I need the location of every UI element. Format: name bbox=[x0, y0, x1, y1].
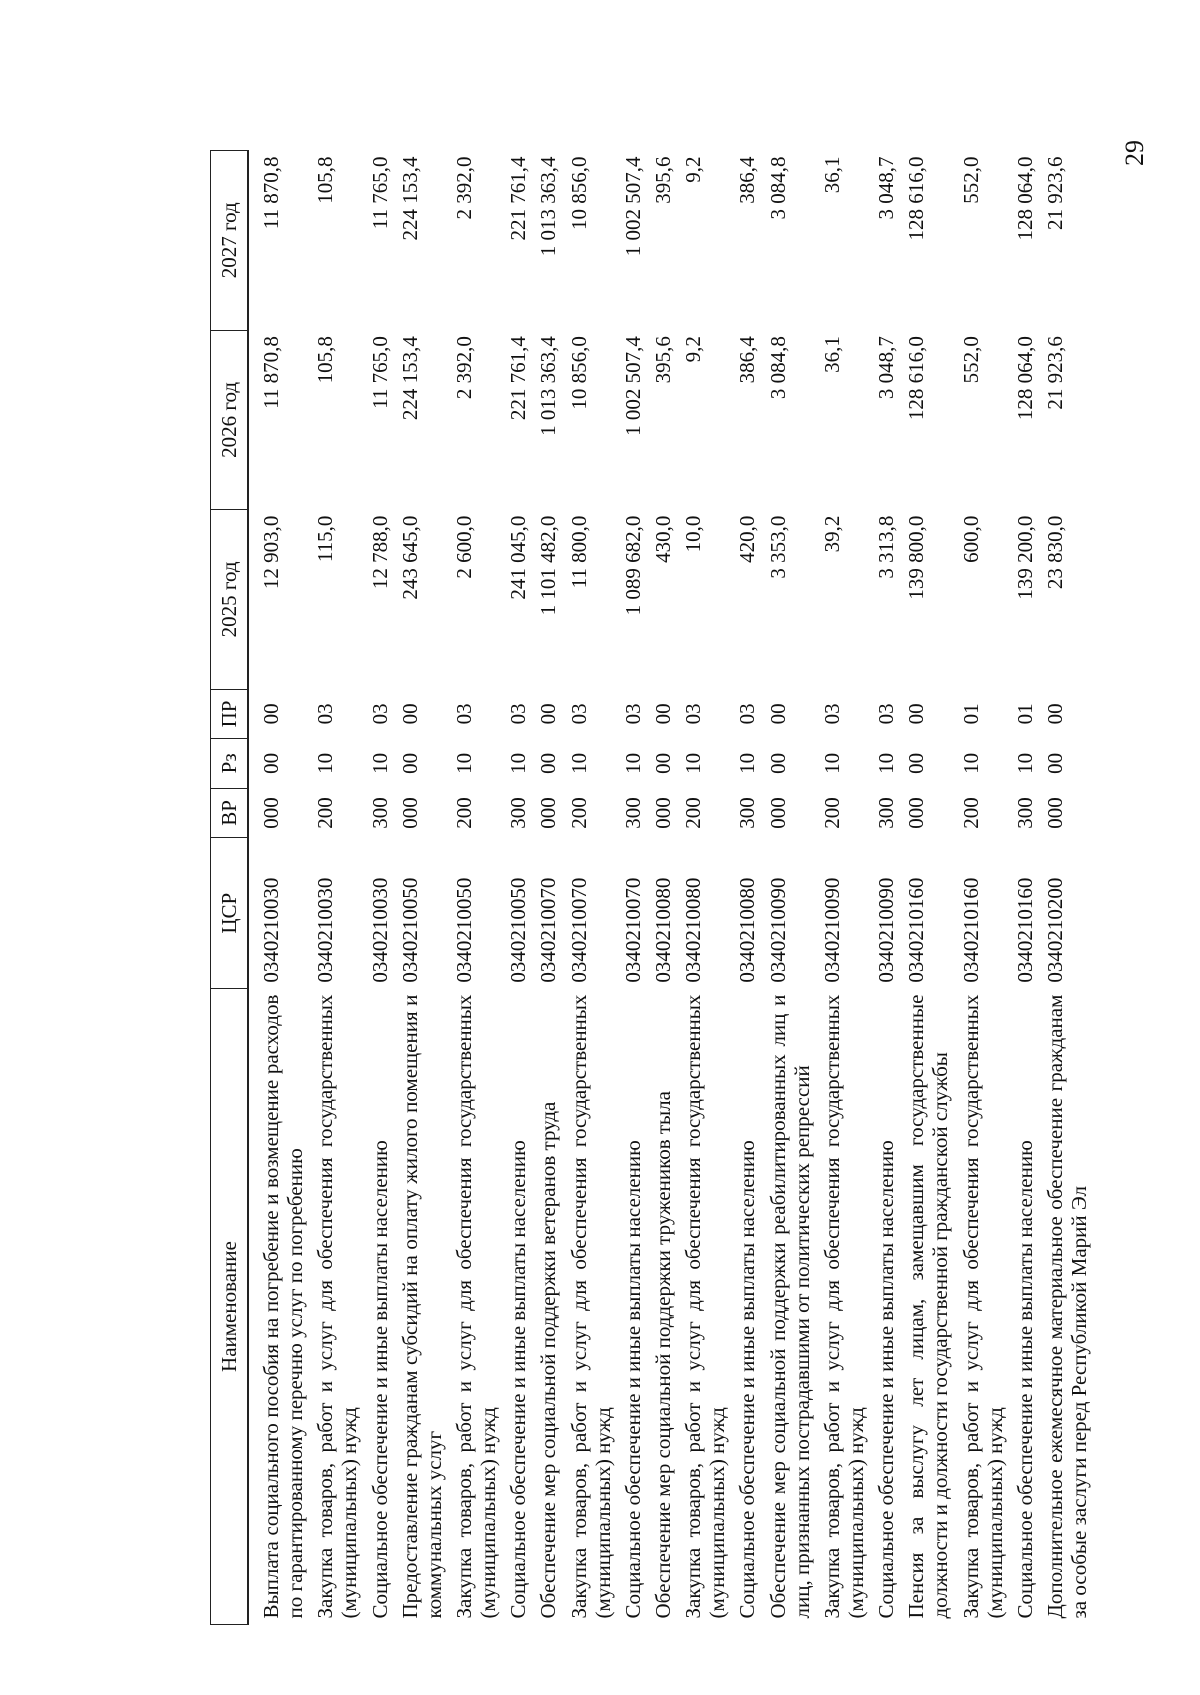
cell-2026: 221 761,4 bbox=[506, 336, 531, 421]
cell-2025: 241 045,0 bbox=[506, 515, 531, 600]
cell-csr: 0340210090 bbox=[765, 877, 790, 983]
cell-name: Пенсия за выслугу лет лицам, замещавшим государственные должности и должности государственной гражданской службы bbox=[904, 994, 953, 1619]
header-vr: ВР bbox=[211, 788, 249, 838]
cell-vr: 200 bbox=[566, 797, 591, 829]
cell-2026: 36,1 bbox=[819, 336, 844, 373]
table-row bbox=[365, 151, 395, 1625]
cell-rz: 10 bbox=[735, 752, 760, 774]
cell-2026: 128 616,0 bbox=[904, 336, 929, 421]
cell-2027: 10 856,0 bbox=[566, 156, 591, 230]
table-row bbox=[503, 151, 533, 1625]
cell-name: Закупка товаров, работ и услуг для обеспечения государственных (муниципальных) нужд bbox=[566, 994, 615, 1619]
cell-vr: 300 bbox=[735, 797, 760, 829]
cell-name: Социальное обеспечение и иные выплаты населению bbox=[620, 1140, 645, 1619]
cell-vr: 300 bbox=[506, 797, 531, 829]
cell-rz: 10 bbox=[620, 752, 645, 774]
cell-rz: 10 bbox=[681, 752, 706, 774]
cell-2025: 115,0 bbox=[313, 515, 338, 563]
cell-pr: 03 bbox=[451, 703, 476, 725]
table-row bbox=[310, 151, 364, 1625]
cell-pr: 00 bbox=[1042, 703, 1067, 725]
cell-2026: 224 153,4 bbox=[397, 336, 422, 421]
table-header-row bbox=[211, 151, 249, 1625]
cell-rz: 10 bbox=[819, 752, 844, 774]
cell-2027: 3 084,8 bbox=[765, 156, 790, 220]
cell-2026: 11 765,0 bbox=[367, 336, 392, 409]
cell-csr: 0340210200 bbox=[1042, 877, 1067, 983]
cell-name: Закупка товаров, работ и услуг для обеспечения государственных (муниципальных) нужд bbox=[958, 994, 1007, 1619]
cell-csr: 0340210070 bbox=[536, 877, 561, 983]
cell-name: Обеспечение мер социальной поддержки ветеранов труда bbox=[536, 1101, 561, 1619]
cell-rz: 10 bbox=[367, 752, 392, 774]
cell-vr: 300 bbox=[367, 797, 392, 829]
cell-2027: 552,0 bbox=[958, 156, 983, 204]
cell-2027: 2 392,0 bbox=[451, 156, 476, 220]
cell-rz: 00 bbox=[536, 752, 561, 774]
cell-2026: 3 048,7 bbox=[874, 336, 899, 400]
cell-2026: 552,0 bbox=[958, 336, 983, 384]
table-row bbox=[395, 151, 449, 1625]
cell-rz: 10 bbox=[313, 752, 338, 774]
cell-vr: 000 bbox=[765, 797, 790, 829]
cell-csr: 0340210080 bbox=[681, 877, 706, 983]
cell-vr: 200 bbox=[681, 797, 706, 829]
header-2026: 2026 год bbox=[211, 330, 249, 510]
cell-rz: 00 bbox=[1042, 752, 1067, 774]
cell-csr: 0340210160 bbox=[958, 877, 983, 983]
cell-name: Социальное обеспечение и иные выплаты населению bbox=[1012, 1140, 1037, 1619]
cell-2025: 430,0 bbox=[650, 515, 675, 563]
table-row bbox=[871, 151, 901, 1625]
table-row bbox=[1010, 151, 1040, 1625]
cell-pr: 03 bbox=[566, 703, 591, 725]
cell-pr: 03 bbox=[506, 703, 531, 725]
cell-name: Предоставление гражданам субсидий на оплату жилого помещения и коммунальных услуг bbox=[397, 994, 446, 1619]
cell-name: Закупка товаров, работ и услуг для обеспечения государственных (муниципальных) нужд bbox=[681, 994, 730, 1619]
table-row bbox=[533, 151, 563, 1625]
cell-2026: 1 002 507,4 bbox=[620, 336, 645, 436]
cell-2027: 9,2 bbox=[681, 156, 706, 183]
cell-2026: 10 856,0 bbox=[566, 336, 591, 410]
cell-csr: 0340210050 bbox=[506, 877, 531, 983]
cell-csr: 0340210090 bbox=[819, 877, 844, 983]
cell-vr: 000 bbox=[536, 797, 561, 829]
cell-2025: 23 830,0 bbox=[1042, 515, 1067, 590]
cell-csr: 0340210070 bbox=[566, 877, 591, 983]
table-row bbox=[564, 151, 618, 1625]
budget-table bbox=[210, 150, 1094, 1625]
cell-name: Закупка товаров, работ и услуг для обеспечения государственных (муниципальных) нужд bbox=[819, 994, 868, 1619]
cell-2027: 128 616,0 bbox=[904, 156, 929, 241]
cell-name: Социальное обеспечение и иные выплаты населению bbox=[735, 1140, 760, 1619]
cell-vr: 200 bbox=[819, 797, 844, 829]
cell-vr: 300 bbox=[1012, 797, 1037, 829]
cell-pr: 03 bbox=[735, 703, 760, 725]
cell-2027: 395,6 bbox=[650, 156, 675, 204]
cell-pr: 03 bbox=[313, 703, 338, 725]
cell-name: Социальное обеспечение и иные выплаты населению bbox=[506, 1140, 531, 1619]
cell-pr: 01 bbox=[958, 703, 983, 725]
cell-2025: 11 800,0 bbox=[566, 515, 591, 589]
cell-2026: 9,2 bbox=[681, 336, 706, 363]
cell-name: Закупка товаров, работ и услуг для обеспечения государственных (муниципальных) нужд bbox=[451, 994, 501, 1619]
cell-name: Обеспечение мер социальной поддержки тружеников тыла bbox=[650, 1091, 675, 1619]
cell-2026: 2 392,0 bbox=[451, 336, 476, 400]
table-row bbox=[648, 151, 678, 1625]
cell-2025: 243 645,0 bbox=[397, 515, 422, 600]
cell-csr: 0340210050 bbox=[451, 877, 476, 983]
cell-2026: 1 013 363,4 bbox=[536, 336, 561, 436]
cell-2025: 2 600,0 bbox=[451, 515, 476, 579]
cell-rz: 00 bbox=[397, 752, 422, 774]
table-row bbox=[817, 151, 871, 1625]
table-row bbox=[956, 151, 1010, 1625]
cell-csr: 0340210160 bbox=[904, 877, 929, 983]
cell-name: Обеспечение мер социальной поддержки реабилитированных лиц и лиц, признанных пострадавшими от политических репрессий bbox=[765, 994, 814, 1619]
cell-pr: 03 bbox=[874, 703, 899, 725]
cell-vr: 300 bbox=[620, 797, 645, 829]
cell-vr: 000 bbox=[650, 797, 675, 829]
cell-pr: 03 bbox=[367, 703, 392, 725]
cell-pr: 03 bbox=[620, 703, 645, 725]
cell-rz: 10 bbox=[451, 752, 476, 774]
cell-name: Социальное обеспечение и иные выплаты населению bbox=[367, 1140, 392, 1619]
cell-2025: 600,0 bbox=[958, 515, 983, 563]
cell-csr: 0340210070 bbox=[620, 877, 645, 983]
cell-vr: 000 bbox=[904, 797, 929, 829]
cell-csr: 0340210030 bbox=[313, 877, 338, 983]
cell-2027: 11 765,0 bbox=[367, 156, 392, 230]
cell-csr: 0340210030 bbox=[367, 877, 392, 983]
cell-csr: 0340210160 bbox=[1012, 877, 1037, 983]
cell-2026: 11 870,8 bbox=[259, 336, 283, 409]
cell-pr: 00 bbox=[765, 703, 790, 725]
table-body bbox=[248, 151, 1094, 1625]
cell-2027: 36,1 bbox=[819, 156, 844, 194]
cell-2027: 105,8 bbox=[313, 156, 338, 204]
cell-vr: 000 bbox=[259, 797, 283, 829]
cell-rz: 00 bbox=[765, 752, 790, 774]
table-row bbox=[248, 151, 310, 1625]
rotated-table-container bbox=[210, 150, 1092, 1625]
cell-rz: 00 bbox=[259, 752, 283, 774]
table-row bbox=[678, 151, 732, 1625]
cell-vr: 200 bbox=[313, 797, 338, 829]
header-name: Наименование bbox=[211, 989, 249, 1625]
table-row bbox=[763, 151, 817, 1625]
header-2027: 2027 год bbox=[211, 151, 249, 331]
cell-rz: 10 bbox=[506, 752, 531, 774]
cell-csr: 0340210080 bbox=[735, 877, 760, 983]
cell-2026: 395,6 bbox=[650, 336, 675, 384]
table-row bbox=[901, 151, 955, 1625]
cell-2026: 128 064,0 bbox=[1012, 336, 1037, 421]
cell-rz: 10 bbox=[1012, 752, 1037, 774]
cell-pr: 03 bbox=[681, 703, 706, 725]
table-row bbox=[732, 151, 762, 1625]
cell-rz: 00 bbox=[904, 752, 929, 774]
cell-2025: 1 101 482,0 bbox=[536, 515, 561, 616]
cell-pr: 00 bbox=[904, 703, 929, 725]
cell-2027: 386,4 bbox=[735, 156, 760, 204]
cell-rz: 10 bbox=[566, 752, 591, 774]
table-row bbox=[449, 151, 503, 1625]
cell-2025: 420,0 bbox=[735, 515, 760, 563]
header-rz: Рз bbox=[211, 739, 249, 788]
cell-2025: 139 200,0 bbox=[1012, 515, 1037, 600]
cell-2027: 3 048,7 bbox=[874, 156, 899, 220]
cell-csr: 0340210030 bbox=[259, 877, 283, 983]
cell-csr: 0340210050 bbox=[397, 877, 422, 983]
cell-vr: 200 bbox=[451, 797, 476, 829]
cell-2025: 39,2 bbox=[819, 515, 844, 553]
cell-name: Закупка товаров, работ и услуг для обеспечения государственных (муниципальных) нужд bbox=[313, 994, 362, 1619]
header-pr: ПР bbox=[211, 689, 249, 739]
cell-2026: 21 923,6 bbox=[1042, 336, 1067, 410]
cell-vr: 200 bbox=[958, 797, 983, 829]
cell-pr: 00 bbox=[536, 703, 561, 725]
cell-csr: 0340210080 bbox=[650, 877, 675, 983]
cell-2026: 386,4 bbox=[735, 336, 760, 384]
cell-rz: 10 bbox=[874, 752, 899, 774]
cell-csr: 0340210090 bbox=[874, 877, 899, 983]
table-row bbox=[618, 151, 648, 1625]
header-2025: 2025 год bbox=[211, 510, 249, 690]
cell-2027: 1 002 507,4 bbox=[620, 156, 645, 257]
cell-pr: 01 bbox=[1012, 703, 1037, 725]
cell-vr: 300 bbox=[874, 797, 899, 829]
cell-2027: 128 064,0 bbox=[1012, 156, 1037, 241]
cell-vr: 000 bbox=[397, 797, 422, 829]
cell-2025: 139 800,0 bbox=[904, 515, 929, 600]
cell-name: Социальное обеспечение и иные выплаты населению bbox=[874, 1140, 899, 1619]
cell-2027: 21 923,6 bbox=[1042, 156, 1067, 230]
cell-pr: 00 bbox=[397, 703, 422, 725]
cell-2025: 12 788,0 bbox=[367, 515, 392, 590]
cell-vr: 000 bbox=[1042, 797, 1067, 829]
cell-2027: 11 870,8 bbox=[259, 156, 283, 230]
cell-rz: 10 bbox=[958, 752, 983, 774]
cell-2027: 221 761,4 bbox=[506, 156, 531, 241]
cell-pr: 03 bbox=[819, 703, 844, 725]
cell-pr: 00 bbox=[650, 703, 675, 725]
cell-name: Дополнительное ежемесячное материальное обеспечение гражданам за особые заслуги перед Республикой Марий Эл bbox=[1042, 994, 1092, 1619]
cell-2025: 12 903,0 bbox=[259, 515, 283, 590]
cell-2025: 3 313,8 bbox=[874, 515, 899, 579]
cell-pr: 00 bbox=[259, 703, 283, 725]
cell-2026: 3 084,8 bbox=[765, 336, 790, 400]
cell-2025: 1 089 682,0 bbox=[620, 515, 645, 616]
page-number: 29 bbox=[1120, 140, 1149, 166]
cell-2025: 3 353,0 bbox=[765, 515, 790, 579]
cell-2027: 1 013 363,4 bbox=[536, 156, 561, 257]
cell-rz: 00 bbox=[650, 752, 675, 774]
cell-2027: 224 153,4 bbox=[397, 156, 422, 241]
table-row bbox=[1040, 151, 1094, 1625]
cell-2026: 105,8 bbox=[313, 336, 338, 384]
cell-2025: 10,0 bbox=[681, 515, 706, 553]
cell-name: Выплата социального пособия на погребение и возмещение расходов по гарантированному перечню услуг по погребению bbox=[259, 994, 308, 1619]
header-csr: ЦСР bbox=[211, 838, 249, 989]
